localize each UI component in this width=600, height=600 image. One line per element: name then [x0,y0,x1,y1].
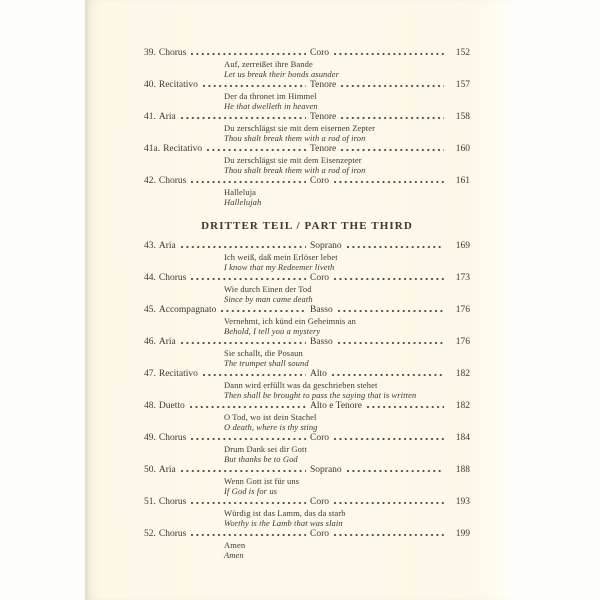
toc-entry-left [144,464,310,476]
toc-entry-main-row [144,111,470,123]
dotted-leader [338,310,444,312]
entry-page-number: 152 [455,48,470,58]
dotted-leader [203,85,306,87]
entry-english-incipit: The trumpet shall sound [224,358,309,368]
entry-voice: Soprano [310,241,342,251]
entry-number: 50. [144,465,156,475]
entry-voice: Basso [310,337,333,347]
entry-german-incipit: Drum Dank sei dir Gott [224,444,307,454]
entry-title: Chorus [158,433,187,443]
dotted-leader [341,149,444,151]
entry-title: Chorus [158,497,187,507]
dotted-leader [334,181,444,183]
entry-number: 42. [144,176,156,186]
toc-entry-left [144,368,310,380]
toc-entry-main-row [144,336,470,348]
score-page [85,0,510,600]
entry-number: 46. [144,337,156,347]
entry-number: 39. [144,48,156,58]
toc-entry [144,336,470,368]
dotted-leader [347,246,444,248]
dotted-leader [221,310,306,312]
entry-page-number: 158 [455,112,470,122]
entry-german-incipit: Vernehmt, ich künd ein Geheimnis an [224,316,356,326]
dotted-leader [334,53,444,55]
entry-voice: Alto [310,369,327,379]
toc-entry [144,400,470,432]
toc-entry-main-row [144,496,470,508]
entry-voice: Soprano [310,465,342,475]
toc-entry-main-row [144,368,470,380]
entry-number: 41. [144,112,156,122]
dotted-leader [334,278,444,280]
toc-entry [144,528,470,560]
toc-entry-left [144,528,310,540]
entry-english-incipit: Then shall be brought to pass the saying that is written [224,390,417,400]
entry-number: 41a. [144,144,161,154]
toc-entry-main-row [144,464,470,476]
toc-part-two-list [144,47,470,207]
toc-entry-left [144,400,310,412]
entry-german-incipit: O Tod, wo ist dein Stachel [224,412,317,422]
entry-title: Duetto [158,401,185,411]
entry-english-incipit: Since by man came death [224,294,313,304]
toc-entry-left [144,304,310,316]
dotted-leader [191,438,306,440]
entry-voice: Tenore [310,80,337,90]
toc-part-three-list [144,240,470,560]
entry-title: Recitativo [158,80,198,90]
dotted-leader [334,438,444,440]
entry-number: 51. [144,497,156,507]
entry-german-incipit: Du zerschlägst sie mit dem eisernen Zepter [224,123,376,133]
dotted-leader [334,502,444,504]
toc-entry-main-row [144,143,470,155]
entry-voice: Coro [310,273,329,283]
toc-entry-left [144,272,310,284]
entry-page-number: 182 [455,401,470,411]
toc-entry [144,432,470,464]
entry-german-incipit: Auf, zerreißet ihre Bande [224,59,313,69]
toc-entry-main-row [144,79,470,91]
entry-german-incipit: Wie durch Einen der Tod [224,284,312,294]
entry-page-number: 176 [455,337,470,347]
dotted-leader [191,534,306,536]
entry-german-incipit: Amen [224,540,246,550]
entry-title: Accompagnato [158,305,217,315]
entry-german-incipit: Sie schallt, die Posaun [224,348,303,358]
entry-german-incipit: Dann wird erfüllt was da geschrieben stehet [224,380,378,390]
dotted-leader [338,342,444,344]
toc-entry-main-row [144,400,470,412]
toc-entry [144,272,470,304]
toc-entry-main-row [144,432,470,444]
entry-english-incipit: But thanks be to God [224,454,298,464]
entry-page-number: 173 [455,273,470,283]
toc-entry-left [144,240,310,252]
dotted-leader [207,149,306,151]
dotted-leader [181,342,306,344]
entry-german-incipit: Würdig ist das Lamm, das da starb [224,508,346,518]
entry-title: Aria [158,337,176,347]
entry-page-number: 169 [455,241,470,251]
entry-number: 48. [144,401,156,411]
entry-page-number: 184 [455,433,470,443]
dotted-leader [181,470,306,472]
dotted-leader [191,502,306,504]
toc-entry [144,111,470,143]
entry-voice: Coro [310,529,329,539]
toc-entry-left [144,143,310,155]
dotted-leader [367,406,444,408]
toc-entry [144,79,470,111]
entry-english-incipit: I know that my Redeemer liveth [224,262,335,272]
entry-number: 52. [144,529,156,539]
toc-entry [144,304,470,336]
dotted-leader [181,246,306,248]
dotted-leader [190,406,306,408]
dotted-leader [191,278,306,280]
toc-entry [144,47,470,79]
entry-voice: Coro [310,48,329,58]
dotted-leader [341,117,444,119]
entry-voice: Basso [310,305,333,315]
entry-title: Chorus [158,176,187,186]
entry-number: 43. [144,241,156,251]
toc-entry-left [144,79,310,91]
dotted-leader [191,53,306,55]
entry-number: 47. [144,369,156,379]
toc-entry-main-row [144,272,470,284]
entry-english-incipit: Let us break their bonds asunder [224,69,340,79]
toc-entry [144,368,470,400]
entry-title: Chorus [158,48,187,58]
toc-entry-left [144,432,310,444]
entry-number: 40. [144,80,156,90]
entry-title: Aria [158,465,176,475]
toc-entry-main-row [144,240,470,252]
entry-page-number: 161 [455,176,470,186]
entry-voice: Alto e Tenore [310,401,362,411]
toc-entry-left [144,336,310,348]
entry-english-incipit: Hallelujah [224,197,262,207]
entry-english-incipit: O death, where is thy sting [224,422,318,432]
dotted-leader [332,374,444,376]
dotted-leader [203,374,306,376]
dotted-leader [334,534,444,536]
toc-entry-left [144,111,310,123]
toc-entry [144,143,470,175]
toc-entry [144,496,470,528]
entry-voice: Tenore [310,112,337,122]
entry-english-incipit: Behold, I tell you a mystery [224,326,321,336]
toc-entry-main-row [144,304,470,316]
entry-number: 49. [144,433,156,443]
toc-entry [144,175,470,207]
entry-number: 44. [144,273,156,283]
entry-page-number: 182 [455,369,470,379]
dotted-leader [181,117,306,119]
table-of-contents [144,0,470,560]
entry-english-incipit: Amen [224,550,244,560]
toc-entry-main-row [144,47,470,59]
entry-title: Recitativo [163,144,203,154]
toc-entry-main-row [144,175,470,187]
entry-english-incipit: Worthy is the Lamb that was slain [224,518,343,528]
entry-voice: Coro [310,433,329,443]
entry-german-incipit: Du zerschlägst sie mit dem Eisenzepter [224,155,362,165]
entry-english-incipit: Thou shalt break them with a rod of iron [224,133,366,143]
entry-page-number: 176 [455,305,470,315]
toc-entry-main-row [144,528,470,540]
entry-voice: Coro [310,176,329,186]
entry-title: Chorus [158,273,187,283]
entry-page-number: 160 [455,144,470,154]
entry-title: Chorus [158,529,187,539]
entry-title: Aria [158,112,176,122]
dotted-leader [191,181,306,183]
entry-voice: Coro [310,497,329,507]
toc-entry-left [144,496,310,508]
entry-page-number: 199 [455,529,470,539]
toc-entry-left [144,175,310,187]
entry-number: 45. [144,305,156,315]
entry-english-incipit: If God is for us [224,486,278,496]
dotted-leader [347,470,444,472]
entry-page-number: 188 [455,465,470,475]
entry-german-incipit: Halleluja [224,187,257,197]
entry-english-incipit: Thou shalt break them with a rod of iron [224,165,366,175]
entry-german-incipit: Ich weiß, daß mein Erlöser lebet [224,252,338,262]
entry-english-incipit: He that dwelleth in heaven [224,101,318,111]
toc-entry [144,240,470,272]
entry-german-incipit: Der da thronet im Himmel [224,91,317,101]
entry-german-incipit: Wenn Gott ist für uns [224,476,300,486]
entry-page-number: 193 [455,497,470,507]
toc-entry-left [144,47,310,59]
dotted-leader [341,85,444,87]
section-heading: DRITTER TEIL / PART THE THIRD [201,220,413,232]
entry-page-number: 157 [455,80,470,90]
entry-title: Recitativo [158,369,198,379]
toc-entry [144,464,470,496]
entry-voice: Tenore [310,144,337,154]
entry-title: Aria [158,241,176,251]
